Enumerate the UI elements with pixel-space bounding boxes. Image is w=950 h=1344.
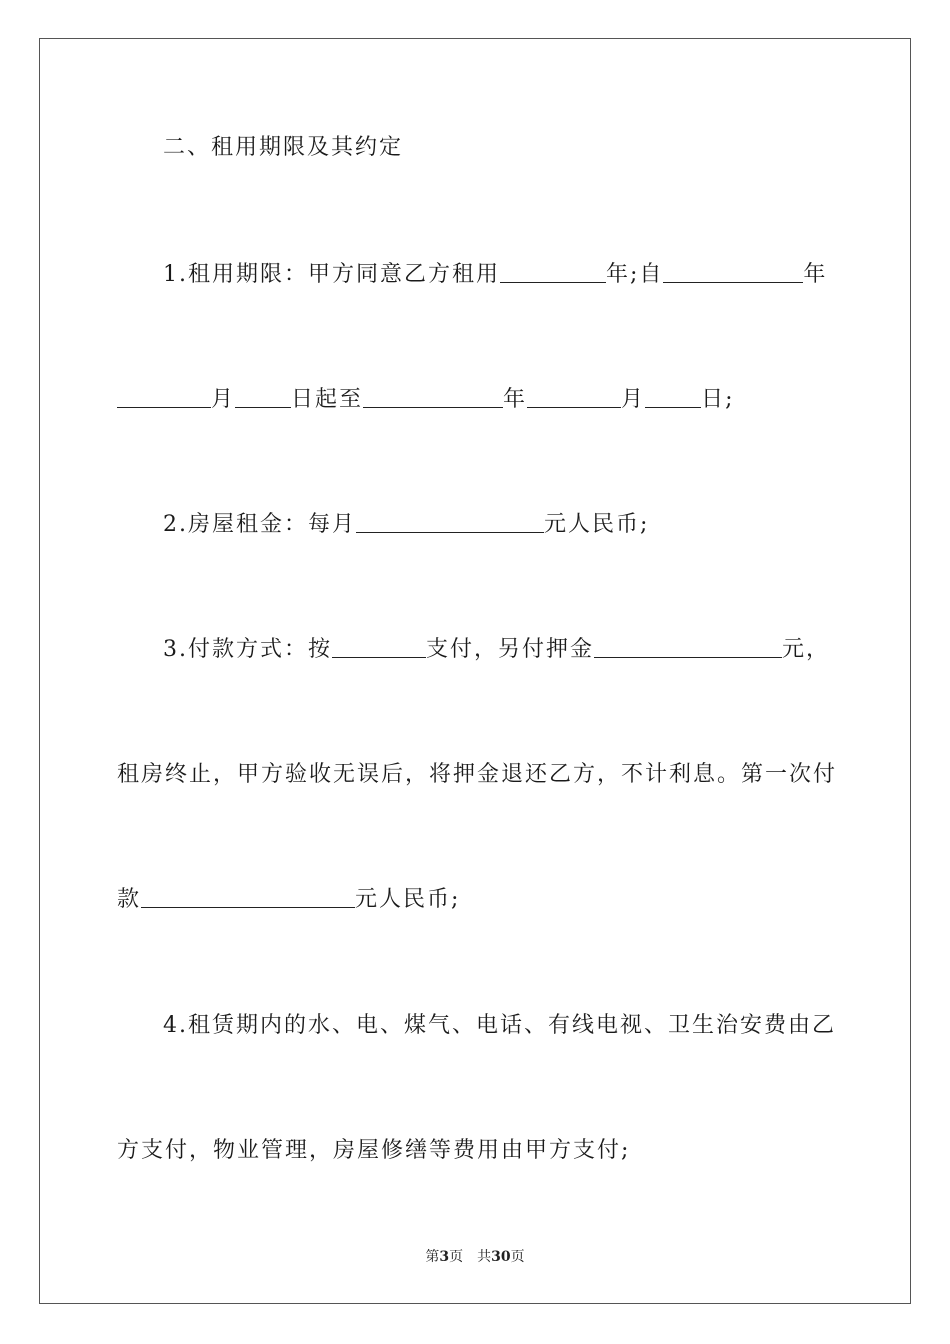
clause-1-text-b: 年;自 (606, 262, 664, 287)
clause-3-text-f: 元人民币; (355, 887, 461, 912)
clause-1-text-f: 年 (503, 387, 528, 412)
blank-end-year[interactable] (363, 387, 503, 408)
clause-3-text-b: 支付，另付押金 (426, 637, 595, 662)
blank-years[interactable] (500, 262, 606, 283)
blank-end-day[interactable] (645, 387, 701, 408)
blank-start-day[interactable] (235, 387, 291, 408)
blank-monthly-rent[interactable] (356, 512, 544, 533)
clause-3-line-1 (163, 635, 883, 665)
clause-3-text-e: 款 (117, 887, 142, 912)
current-page: 3 (439, 1249, 450, 1265)
total-pages: 30 (491, 1249, 511, 1265)
page-footer: 第3页 共30页 (425, 1249, 525, 1265)
clause-1-text-d: 月 (211, 387, 236, 412)
blank-start-month[interactable] (117, 387, 211, 408)
clause-1-text-e: 日起至 (291, 387, 364, 412)
clause-3-text-a: 3.付款方式：按 (163, 637, 332, 662)
section-title: 二、租用期限及其约定 (163, 135, 404, 160)
clause-3-text-c: 元， (782, 637, 831, 662)
clause-2-text-a: 2.房屋租金：每月 (163, 512, 356, 537)
clause-1-line-1 (163, 260, 883, 290)
clause-3-line-3 (117, 885, 837, 915)
clause-1-text-a: 1.租用期限：甲方同意乙方租用 (163, 262, 500, 287)
clause-2-text-b: 元人民币; (544, 512, 650, 537)
clause-1-text-g: 月 (621, 387, 646, 412)
clause-1-line-2 (117, 385, 837, 415)
blank-payment-period[interactable] (332, 637, 426, 658)
page-border (39, 38, 911, 1304)
blank-deposit[interactable] (594, 637, 782, 658)
clause-4-line-1: 4.租赁期内的水、电、煤气、电话、有线电视、卫生治安费由乙 (163, 1013, 836, 1038)
clause-1-text-h: 日; (701, 387, 735, 412)
clause-3-line-2: 租房终止，甲方验收无误后，将押金退还乙方，不计利息。第一次付 (117, 762, 838, 787)
clause-2 (163, 510, 883, 540)
clause-4-line-2: 方支付，物业管理，房屋修缮等费用由甲方支付; (117, 1138, 631, 1163)
blank-first-payment[interactable] (141, 887, 355, 908)
clause-1-text-c: 年 (803, 262, 828, 287)
blank-end-month[interactable] (527, 387, 621, 408)
blank-start-year[interactable] (663, 262, 803, 283)
